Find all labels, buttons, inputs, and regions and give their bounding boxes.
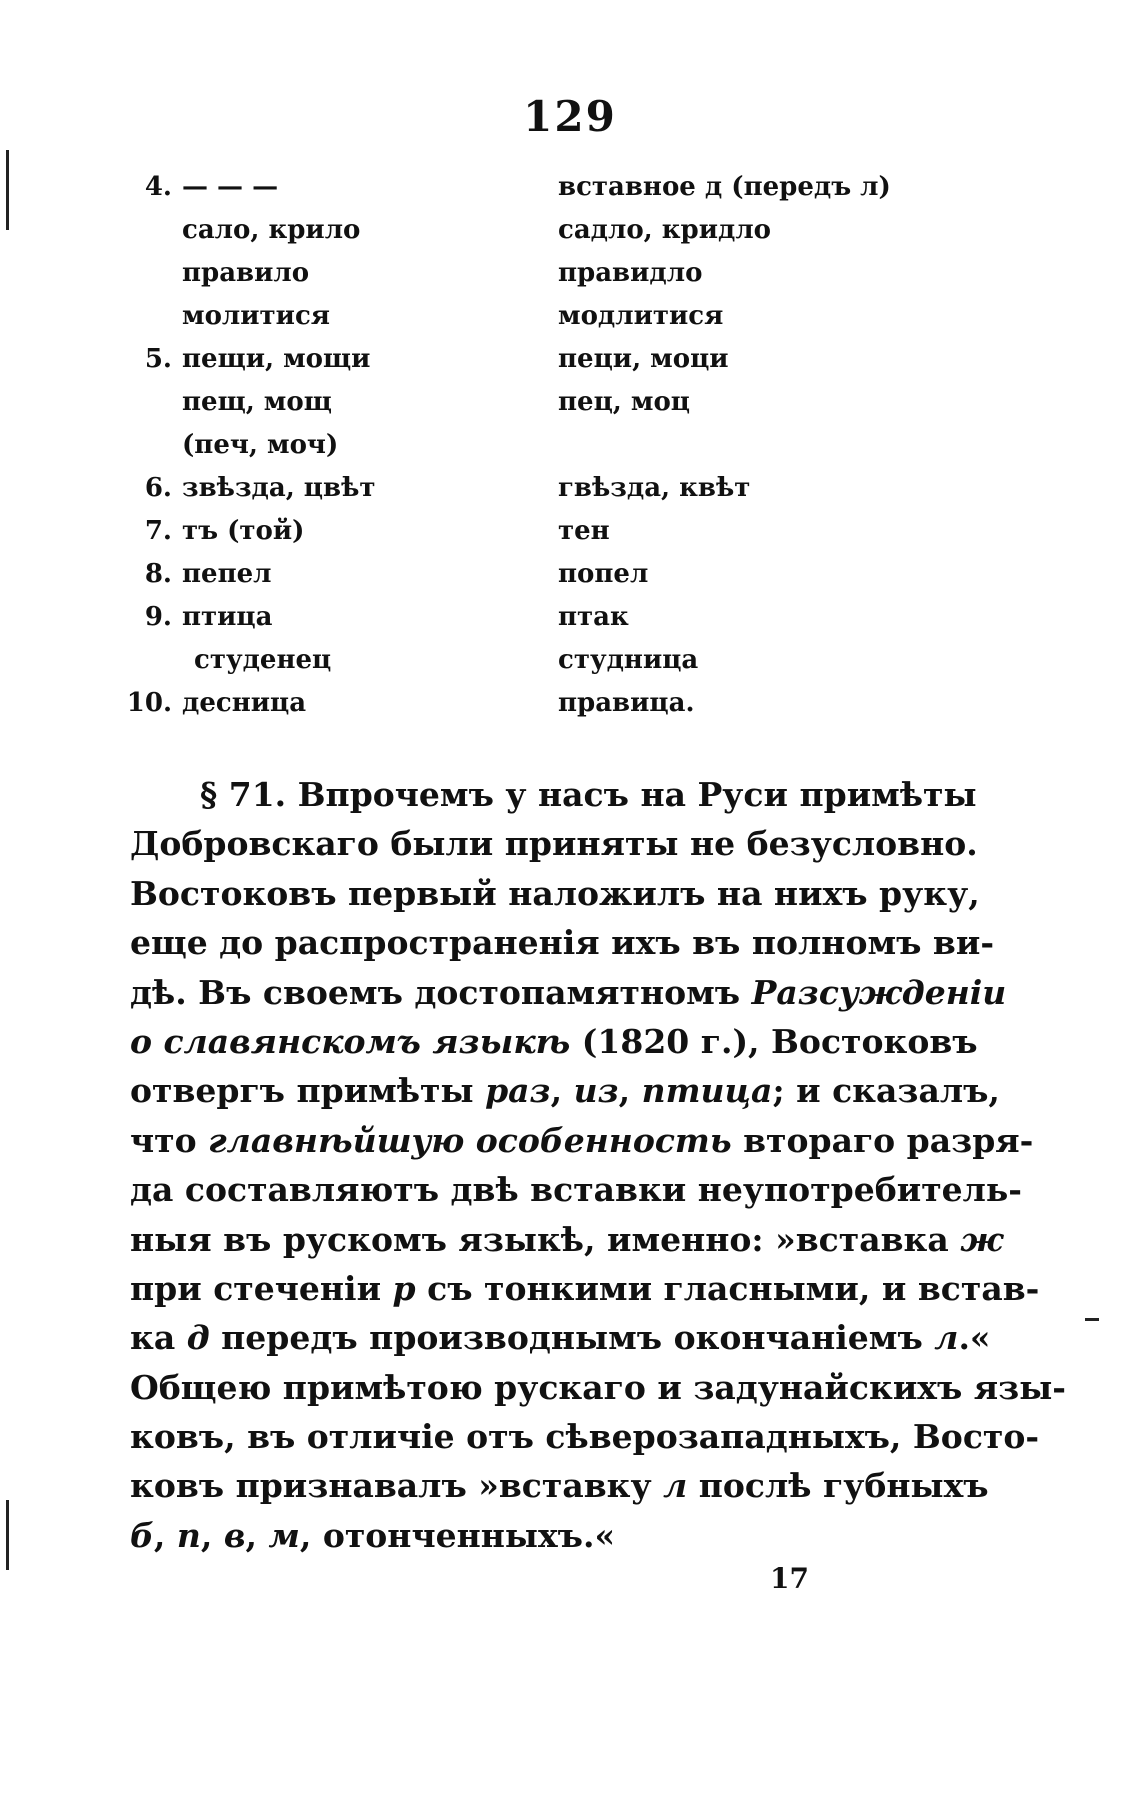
text-run: (1820 г.), Востоковъ — [570, 1021, 978, 1061]
text-run: ковъ, въ отличіе отъ сѣверозападныхъ, Восто- — [130, 1417, 1040, 1457]
row-right-form: вставное д (передъ л) — [558, 172, 891, 202]
text-run: что — [130, 1120, 209, 1160]
text-run: втораго разря- — [731, 1120, 1034, 1160]
paragraph-line — [130, 1363, 1067, 1412]
scan-mark — [6, 150, 9, 230]
italic-text: л — [663, 1466, 688, 1506]
table-row — [0, 430, 1140, 473]
table-row — [0, 344, 1140, 387]
italic-text: д — [186, 1318, 210, 1358]
row-right-form: садло, кридло — [558, 215, 772, 245]
text-run: ; и сказалъ, — [772, 1071, 1000, 1111]
table-row — [0, 688, 1140, 731]
text-run: ка — [130, 1318, 187, 1358]
page-number: 129 — [523, 92, 617, 141]
table-row — [0, 215, 1140, 258]
table-row — [0, 301, 1140, 344]
italic-text: из — [573, 1071, 619, 1111]
italic-text: в — [223, 1515, 246, 1555]
paragraph-line — [130, 1116, 1034, 1165]
text-run: передъ производнымъ окончаніемъ — [209, 1318, 935, 1358]
paragraph-line — [130, 1066, 1000, 1115]
row-left-form: десница — [182, 688, 307, 718]
row-number: 6. — [144, 473, 172, 503]
italic-text: л — [934, 1318, 959, 1358]
paragraph-line — [130, 918, 995, 967]
text-run: Востоковъ первый наложилъ на нихъ руку, — [130, 873, 980, 913]
row-right-form: пеци, моци — [558, 344, 729, 374]
paragraph-line — [130, 819, 978, 868]
row-left-form: правило — [182, 258, 310, 288]
italic-text: главнѣйшую особенность — [208, 1120, 732, 1160]
text-run: § 71. Впрочемъ у насъ на Руси примѣты — [200, 775, 977, 814]
text-run: да составляютъ двѣ вставки неупотребитель- — [130, 1170, 1022, 1210]
row-right-form: попел — [558, 559, 649, 589]
row-right-form: гвѣзда, квѣт — [558, 473, 751, 503]
paragraph-line — [130, 1461, 989, 1510]
table-row — [0, 559, 1140, 602]
row-number: 8. — [144, 559, 172, 589]
row-left-form: звѣзда, цвѣт — [182, 473, 376, 503]
paragraph-line — [130, 770, 977, 819]
row-left-form: молитися — [182, 301, 330, 331]
row-right-form: пец, моц — [558, 387, 691, 417]
paragraph-line — [130, 1313, 991, 1362]
text-run: , — [550, 1071, 574, 1111]
table-row — [0, 473, 1140, 516]
table-row — [0, 602, 1140, 645]
text-run: , — [618, 1071, 642, 1111]
paragraph-line — [130, 1264, 1040, 1313]
row-number: 10. — [126, 688, 172, 718]
text-run: еще до распространенія ихъ въ полномъ ви- — [130, 923, 995, 963]
row-number: 4. — [144, 172, 172, 202]
paragraph-line — [130, 869, 980, 918]
italic-text: п — [176, 1515, 201, 1555]
row-left-form: птица — [182, 602, 273, 632]
row-right-form: правидло — [558, 258, 703, 288]
paragraph-line — [130, 1017, 978, 1066]
text-run: послѣ губныхъ — [687, 1466, 989, 1506]
scan-mark — [6, 1500, 9, 1570]
text-run: съ тонкими гласными, и встав- — [415, 1268, 1040, 1308]
italic-text: птица — [641, 1071, 773, 1111]
text-run: ковъ признавалъ »вставку — [130, 1466, 664, 1506]
table-row — [0, 516, 1140, 559]
row-left-form: (печ, моч) — [182, 430, 339, 460]
row-right-form: модлитися — [558, 301, 724, 331]
row-left-form: пепел — [182, 559, 272, 589]
table-row — [0, 645, 1140, 688]
table-row — [0, 172, 1140, 215]
row-right-form: тен — [558, 516, 610, 546]
paragraph-line — [130, 1412, 1040, 1461]
italic-text: м — [268, 1515, 300, 1555]
row-left-form: пещи, мощи — [182, 344, 371, 374]
italic-text: р — [392, 1268, 416, 1308]
text-run: Общею примѣтою рускаго и задунайскихъ язы- — [130, 1367, 1067, 1407]
text-run: , — [153, 1515, 177, 1555]
signature-mark: 17 — [770, 1562, 809, 1595]
italic-text: о славянскомъ языкѣ — [130, 1021, 571, 1061]
row-number: 9. — [144, 602, 172, 632]
comparison-table — [0, 172, 1140, 731]
italic-text: б — [130, 1515, 154, 1555]
text-run: отвергъ примѣты — [130, 1071, 486, 1111]
row-right-form: правица. — [558, 688, 695, 718]
italic-text: ж — [960, 1219, 1004, 1259]
table-row — [0, 258, 1140, 301]
row-number: 7. — [144, 516, 172, 546]
table-row — [0, 387, 1140, 430]
text-run: ныя въ рускомъ языкѣ, именно: »вставка — [130, 1219, 961, 1259]
scan-mark — [1085, 1318, 1099, 1321]
row-left-form: тъ (той) — [182, 516, 305, 546]
paragraph-line — [130, 968, 1007, 1017]
text-run: при стеченіи — [130, 1268, 393, 1308]
text-run: Добровскаго были приняты не безусловно. — [130, 824, 978, 864]
paragraph-line — [130, 1165, 1022, 1214]
paragraph-71 — [130, 770, 1067, 1560]
row-left-form: пещ, мощ — [182, 387, 332, 417]
paragraph-line — [130, 1215, 1004, 1264]
row-left-form: сало, крило — [182, 215, 361, 245]
row-number: 5. — [144, 344, 172, 374]
text-run: , — [200, 1515, 224, 1555]
italic-text: раз — [485, 1071, 551, 1111]
row-left-form: студенец — [194, 645, 332, 675]
italic-text: Разсужденіи — [751, 972, 1007, 1012]
row-left-form: — — — — [182, 172, 279, 202]
row-right-form: птак — [558, 602, 629, 632]
text-run: дѣ. Въ своемъ достопамятномъ — [130, 972, 752, 1012]
text-run: , — [245, 1515, 269, 1555]
text-run: .« — [958, 1318, 991, 1358]
row-right-form: студница — [558, 645, 699, 675]
text-run: , отонченныхъ.« — [299, 1515, 616, 1555]
paragraph-line — [130, 1511, 950, 1560]
